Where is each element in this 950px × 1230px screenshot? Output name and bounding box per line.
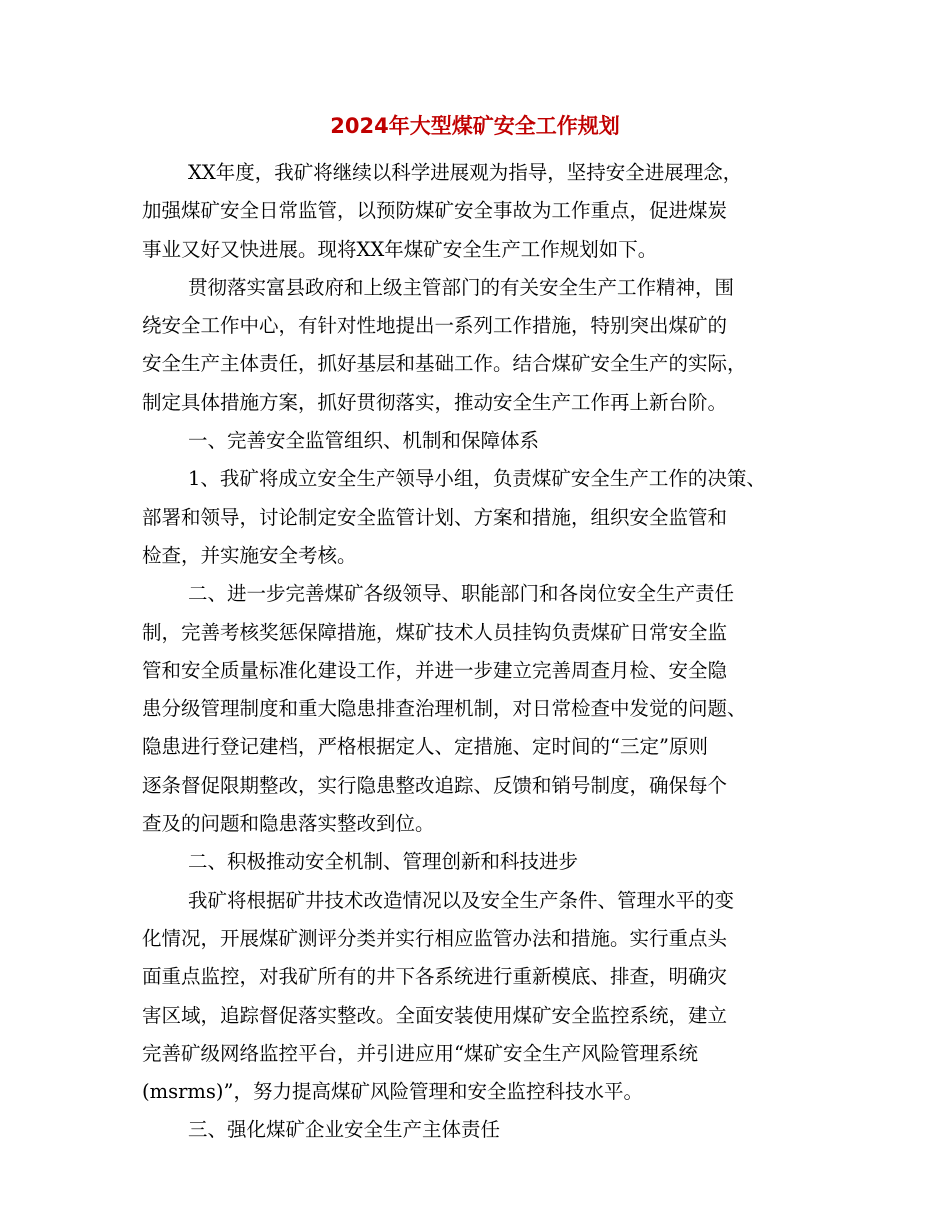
text-line: 检查，并实施安全考核。 — [142, 543, 357, 567]
document-title: 2024年大型煤矿安全工作规划 — [330, 114, 620, 138]
paragraph-implementation — [142, 269, 808, 422]
text-line: 我矿将根据矿井技术改造情况以及安全生产条件、管理水平的变 — [188, 888, 735, 912]
text-line: 患分级管理制度和重大隐患排查治理机制，对日常检查中发觉的问题、 — [142, 697, 747, 721]
paragraph-responsibility-system — [142, 575, 808, 843]
section-heading-1 — [142, 422, 808, 460]
text-line: 面重点监控，对我矿所有的井下各系统进行重新模底、排查，明确灾 — [142, 965, 728, 989]
text-line: 隐患进行登记建档，严格根据定人、定措施、定时间的“三定”原则 — [142, 735, 708, 759]
text-line: 贯彻落实富县政府和上级主管部门的有关安全生产工作精神，围 — [188, 275, 735, 299]
text-line: 一、完善安全监管组织、机制和保障体系 — [188, 429, 540, 453]
text-line: XX年度，我矿将继续以科学进展观为指导，坚持安全进展理念， — [188, 161, 743, 184]
text-line: 加强煤矿安全日常监管，以预防煤矿安全事故为工作重点，促进煤炭 — [142, 199, 728, 223]
section-heading-2 — [142, 843, 808, 881]
text-line: 三、强化煤矿企业安全生产主体责任 — [188, 1118, 501, 1142]
text-line: 管和安全质量标准化建设工作，并进一步建立完善周查月检、安全隐 — [142, 658, 728, 682]
text-line: 安全生产主体责任，抓好基层和基础工作。结合煤矿安全生产的实际， — [142, 352, 747, 376]
text-line: 绕安全工作中心，有针对性地提出一系列工作措施，特别突出煤矿的 — [142, 314, 728, 338]
text-line: 事业又好又快进展。现将XX年煤矿安全生产工作规划如下。 — [142, 237, 658, 261]
text-line: 害区域，追踪督促落实整改。全面安装使用煤矿安全监控系统，建立 — [142, 1003, 728, 1027]
document-body — [142, 154, 808, 1150]
paragraph-intro — [142, 154, 808, 269]
text-line: 逐条督促限期整改，实行隐患整改追踪、反馈和销号制度，确保每个 — [142, 773, 728, 797]
text-line: 二、进一步完善煤矿各级领导、职能部门和各岗位安全生产责任 — [188, 582, 735, 606]
section-heading-3 — [142, 1111, 808, 1149]
text-line: 化情况，开展煤矿测评分类并实行相应监管办法和措施。实行重点头 — [142, 926, 728, 950]
text-line: 制定具体措施方案，抓好贯彻落实，推动安全生产工作再上新台阶。 — [142, 390, 728, 414]
paragraph-monitoring — [142, 882, 808, 1112]
text-line: 部署和领导，讨论制定安全监管计划、方案和措施，组织安全监管和 — [142, 505, 728, 529]
text-line: (msrms)”，努力提高煤矿风险管理和安全监控科技水平。 — [142, 1080, 644, 1104]
text-line: 完善矿级网络监控平台，并引进应用“煤矿安全生产风险管理系统 — [142, 1041, 698, 1065]
text-line: 查及的问题和隐患落实整改到位。 — [142, 812, 435, 836]
text-line: 1、我矿将成立安全生产领导小组，负责煤矿安全生产工作的决策、 — [188, 467, 766, 491]
text-line: 制，完善考核奖惩保障措施，煤矿技术人员挂钩负责煤矿日常安全监 — [142, 620, 728, 644]
text-line: 二、积极推动安全机制、管理创新和科技进步 — [188, 850, 579, 874]
paragraph-leadership-group — [142, 460, 808, 575]
